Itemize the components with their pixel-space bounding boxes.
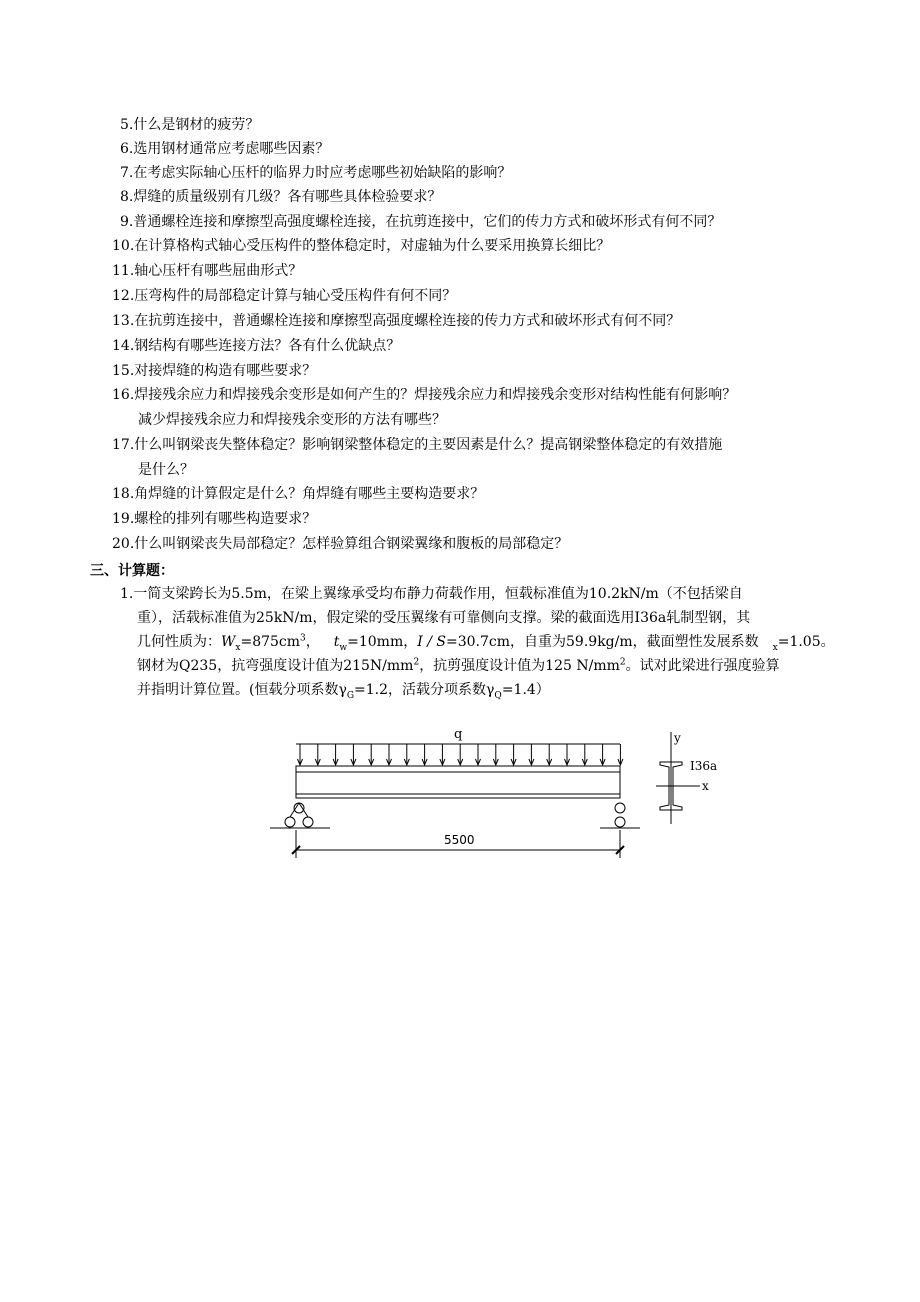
- question-number: 7.: [120, 165, 134, 181]
- span-label: 5500: [444, 833, 475, 847]
- load-arrows: [298, 744, 623, 765]
- is-symbol: I / S: [417, 634, 446, 650]
- tw-symbol: t: [333, 634, 340, 650]
- question-text: 钢结构有哪些连接方法？各有什么优缺点？: [134, 338, 401, 354]
- problem-number: 1.: [120, 586, 134, 602]
- axis-y-label: y: [674, 731, 681, 745]
- problem-line-1: [120, 582, 840, 606]
- gamma-q-subscript: Q: [494, 690, 502, 701]
- is-value: =30.7cm，自重为59.9kg/m，截面塑性发展系数: [446, 634, 759, 650]
- question-text: 在计算格构式轴心受压构件的整体稳定时，对虚轴为什么要采用换算长细比？: [134, 238, 611, 254]
- question-text: 角焊缝的计算假定是什么？角焊缝有哪些主要构造要求？: [134, 486, 485, 502]
- problem-text: 一简支梁跨长为5.5m，在梁上翼缘承受均布静力荷载作用，恒载标准值为10.2kN/m（不包括梁自: [133, 586, 743, 602]
- question-number: 16.: [112, 387, 135, 403]
- question-12: [112, 284, 456, 308]
- beam-diagram: [262, 722, 722, 872]
- question-number: 8.: [120, 189, 134, 205]
- gamma-g-subscript: G: [346, 690, 355, 701]
- question-text: 轴心压杆有哪些屈曲形式？: [134, 263, 303, 279]
- question-number: 6.: [120, 141, 134, 157]
- left-pin-support: [270, 803, 330, 828]
- tw-value: =10mm，: [347, 634, 418, 650]
- question-text: 什么是钢材的疲劳？: [133, 117, 260, 133]
- tw-subscript: w: [339, 642, 348, 653]
- wx-superscript: 3: [300, 633, 306, 644]
- question-19: [112, 507, 316, 531]
- problem-line-3: 几何性质为：$W_x=875cm^3$， $t_w=10mm$，I / S=30.7cm，自重为59.9kg/m，截面塑性发展系数 $_x$=1.05。: [137, 633, 835, 653]
- problem-text: =1.4）: [501, 682, 550, 698]
- section-label: I36a: [690, 759, 718, 773]
- question-number: 12.: [112, 288, 135, 304]
- question-18: [112, 482, 484, 506]
- question-text: 普通螺栓连接和摩擦型高强度螺栓连接，在抗剪连接中，它们的传力方式和破坏形式有何不同？: [133, 214, 722, 230]
- gamma-x-value: =1.05。: [777, 634, 835, 650]
- problem-text: 重），活载标准值为25kN/m，假定梁的受压翼缘有可靠侧向支撑。梁的截面选用I36a轧制型钢，其: [137, 610, 751, 626]
- question-20: [112, 532, 568, 556]
- question-text: 螺栓的排列有哪些构造要求？: [134, 511, 317, 527]
- question-text: 焊接残余应力和焊接残余变形是如何产生的？焊接残余应力和焊接残余变形对结构性能有何影响？: [134, 387, 737, 403]
- question-13: [112, 309, 680, 333]
- problem-text: =1.2，活载分项系数γ: [354, 682, 495, 698]
- question-number: 13.: [112, 313, 135, 329]
- question-number: 20.: [112, 536, 135, 552]
- question-text: 什么叫钢梁丧失局部稳定？怎样验算组合钢梁翼缘和腹板的局部稳定？: [134, 536, 569, 552]
- unit-superscript: 2: [619, 657, 626, 668]
- axis-x-label: x: [702, 779, 709, 793]
- question-17: [112, 433, 722, 457]
- question-15: [112, 359, 316, 383]
- question-10: [112, 234, 610, 258]
- question-number: 17.: [112, 437, 135, 453]
- question-number: 11.: [112, 263, 135, 279]
- problem-line-2: [120, 606, 840, 630]
- question-text-continuation: 减少焊接残余应力和焊接残余变形的方法有哪些？: [138, 412, 446, 428]
- problem-line-5: [120, 678, 840, 702]
- question-text: 选用钢材通常应考虑哪些因素？: [133, 141, 330, 157]
- beam-top-flange: [296, 766, 620, 772]
- question-text: 在抗剪连接中，普通螺栓连接和摩擦型高强度螺栓连接的传力方式和破坏形式有何不同？: [134, 313, 681, 329]
- question-number: 14.: [112, 338, 135, 354]
- problem-text: ，抗剪强度设计值为125 N/mm: [419, 658, 620, 674]
- problem-text: 几何性质为：: [137, 634, 221, 650]
- unit-superscript: 2: [413, 657, 420, 668]
- question-text: 对接焊缝的构造有哪些要求？: [134, 363, 317, 379]
- i-section-icon: [656, 732, 700, 824]
- question-number: 15.: [112, 363, 135, 379]
- right-roller-support: [600, 803, 640, 828]
- problem-text: 钢材为Q235，抗弯强度设计值为215N/mm: [137, 658, 414, 674]
- question-number: 5.: [120, 117, 134, 133]
- question-11: [112, 259, 302, 283]
- wx-subscript: x: [235, 642, 241, 653]
- question-text: 在考虑实际轴心压杆的临界力时应考虑哪些初始缺陷的影响？: [133, 165, 512, 181]
- section-heading: 三、计算题：: [90, 563, 174, 579]
- problem-line-4: [120, 654, 840, 678]
- question-number: 19.: [112, 511, 135, 527]
- question-text: 压弯构件的局部稳定计算与轴心受压构件有何不同？: [134, 288, 457, 304]
- problem-text: 。试对此梁进行强度验算: [625, 658, 780, 674]
- question-text: 焊缝的质量级别有几级？各有哪些具体检验要求？: [133, 189, 442, 205]
- question-text-continuation: 是什么？: [138, 462, 194, 478]
- question-8: [120, 185, 441, 209]
- problem-text: 并指明计算位置。(恒载分项系数γ: [137, 682, 347, 698]
- question-6: [120, 137, 329, 161]
- question-number: 10.: [112, 238, 135, 254]
- question-17-continuation: [138, 458, 194, 482]
- question-5: [120, 113, 259, 137]
- gamma-x-subscript: x: [772, 642, 778, 653]
- question-14: [112, 334, 400, 358]
- wx-symbol: W: [221, 634, 236, 650]
- question-number: 9.: [120, 214, 134, 230]
- question-7: [120, 161, 511, 185]
- question-number: 18.: [112, 486, 135, 502]
- question-text: 什么叫钢梁丧失整体稳定？影响钢梁整体稳定的主要因素是什么？提高钢梁整体稳定的有效措施: [134, 437, 723, 453]
- load-label: q: [454, 727, 463, 742]
- calculation-problem-1: [120, 582, 840, 702]
- question-16: [112, 383, 736, 407]
- question-9: [120, 210, 721, 234]
- wx-value: =875cm: [240, 634, 301, 650]
- question-16-continuation: [138, 408, 446, 432]
